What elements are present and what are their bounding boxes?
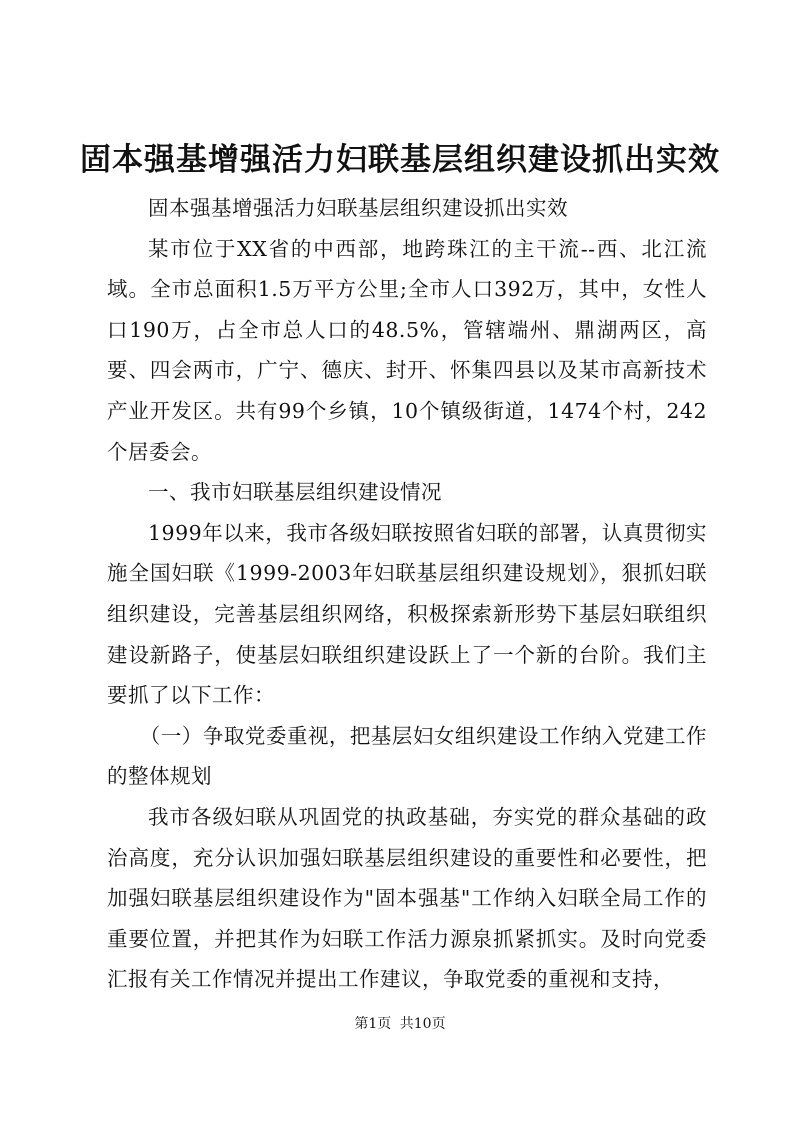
paragraph-party-support: 我市各级妇联从巩固党的执政基础，夯实党的群众基础的政治高度，充分认识加强妇联基层组织建设的重要性和必要性，把加强妇联基层组织建设作为"固本强基"工作纳入妇联全局工作的重要位置，并把其作为妇联工作活力源泉抓紧抓实。及时向党委汇报有关工作情况并提出工作建议，争取党委的重视和支持， [107,804,707,992]
page-number: 第1页 [354,1016,392,1032]
paragraph-overview: 某市位于XX省的中西部，地跨珠江的主干流--西、北江流域。全市总面积1.5万平方公里;全市人口392万，其中，女性人口190万，占全市总人口的48.5%，管辖端州、鼎湖两区，高要、四会两市，广宁、德庆、封开、怀集四县以及某市高新技术产业开发区。共有99个乡镇，10个镇级街道，1474个村，242个居委会。 [107,236,707,464]
section-heading-1: 一、我市妇联基层组织建设情况 [148,480,442,505]
subsection-heading-1: （一）争取党委重视，把基层妇女组织建设工作纳入党建工作的整体规划 [107,723,707,789]
paragraph-since-1999: 1999年以来，我市各级妇联按照省妇联的部署，认真贯彻实施全国妇联《1999-2003年妇联基层组织建设规划》，狠抓妇联组织建设，完善基层组织网络，积极探索新形势下基层妇联组织建设新路子，使基层妇联组织建设跃上了一个新的台阶。我们主要抓了以下工作： [107,520,707,708]
document-body [107,188,707,1000]
page-total: 共10页 [399,1016,446,1032]
page-footer [0,1014,800,1034]
document-title: 固本强基增强活力妇联基层组织建设抓出实效 [80,142,720,178]
paragraph-subtitle: 固本强基增强活力妇联基层组织建设抓出实效 [148,196,568,220]
